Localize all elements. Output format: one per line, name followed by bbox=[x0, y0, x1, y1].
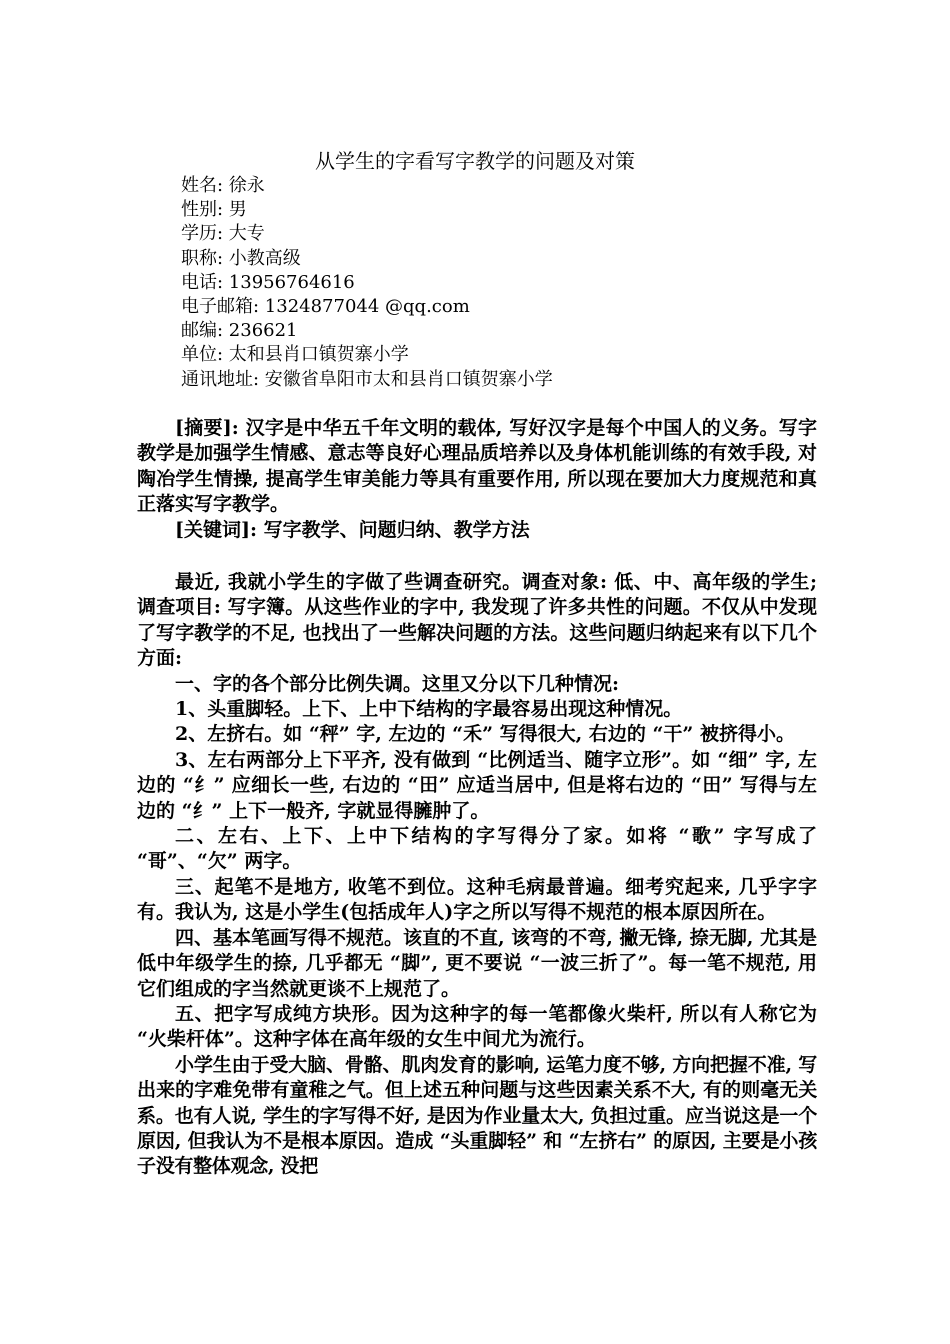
author-info-block bbox=[181, 174, 553, 392]
body-paragraph: 2、左挤右。如 “秤” 字, 左边的 “禾” 写得很大, 右边的 “干” 被挤得小。 bbox=[175, 723, 795, 746]
body-paragraph: 最近, 我就小学生的字做了些调查研究。调查对象: 低、中、高年级的学生; 调查项目: 写字簿。从这些作业的字中, 我发现了许多共性的问题。不仅从中发现了写字教学的不足, 也找出了一些解决问题的方法。这些问题归纳起来有以下几个方面: bbox=[137, 571, 817, 670]
body-paragraph: 1、头重脚轻。上下、上中下结构的字最容易出现这种情况。 bbox=[175, 698, 683, 721]
main-body bbox=[137, 570, 817, 1180]
document-title: 从学生的字看写字教学的问题及对策 bbox=[315, 149, 635, 173]
author-name: 姓名: 徐永 bbox=[181, 175, 265, 196]
author-address: 通讯地址: 安徽省阜阳市太和县肖口镇贺寨小学 bbox=[181, 368, 553, 390]
body-paragraph: 一、字的各个部分比例失调。这里又分以下几种情况: bbox=[175, 672, 620, 695]
author-email: 电子邮箱: 1324877044 @qq.com bbox=[181, 296, 470, 318]
body-paragraph: 二、左右、上下、上中下结构的字写得分了家。如将 “歌” 字写成了 “哥”、“欠” 两字。 bbox=[137, 825, 817, 873]
abstract-paragraph: [摘要]: 汉字是中华五千年文明的载体, 写好汉字是每个中国人的义务。写字教学是加强学生情感、意志等良好心理品质培养以及身体机能训练的有效手段, 对陶冶学生情操, 提高学生审美能力等具有重要作用, 所以现在要加大力度规范和真正落实写字教学。 bbox=[137, 417, 817, 516]
author-gender: 性别: 男 bbox=[181, 199, 247, 221]
author-title: 职称: 小教高级 bbox=[181, 247, 301, 269]
body-paragraph: 三、起笔不是地方, 收笔不到位。这种毛病最普遍。细考究起来, 几乎字字有。我认为, 这是小学生(包括成年人)字之所以写得不规范的根本原因所在。 bbox=[137, 875, 817, 924]
author-phone: 电话: 13956764616 bbox=[181, 271, 355, 293]
body-paragraph: 五、把字写成纯方块形。因为这种字的每一笔都像火柴杆, 所以有人称它为 “火柴杆体”。这种字体在高年级的女生中间尤为流行。 bbox=[137, 1002, 817, 1051]
body-paragraph: 小学生由于受大脑、骨骼、肌肉发育的影响, 运笔力度不够, 方向把握不准, 写出来的字难免带有童稚之气。但上述五种问题与这些因素关系不大, 有的则毫无关系。也有人说, 学生的字写得不好, 是因为作业量太大, 负担过重。应当说这是一个原因, 但我认为不是根本原因。造成 “头重脚轻” 和 “左挤右” 的原因, 主要是小孩子没有整体观念, 没把 bbox=[137, 1053, 817, 1178]
body-paragraph: 四、基本笔画写得不规范。该直的不直, 该弯的不弯, 撇无锋, 捺无脚, 尤其是低中年级学生的捺, 几乎都无 “脚”, 更不要说 “一波三折了”。每一笔不规范, 用它们组成的字当然就更谈不上规范了。 bbox=[137, 926, 817, 1000]
author-education: 学历: 大专 bbox=[181, 223, 265, 245]
author-postcode: 邮编: 236621 bbox=[181, 320, 298, 342]
abstract-section bbox=[137, 416, 817, 543]
keywords-paragraph: [关键词]: 写字教学、问题归纳、教学方法 bbox=[175, 518, 530, 541]
body-paragraph: 3、左右两部分上下平齐, 没有做到 “比例适当、随字立形”。如 “细” 字, 左边的 “纟” 应细长一些, 右边的 “田” 应适当居中, 但是将右边的 “田” 写得与左边的 “纟” 上下一般齐, 字就显得臃肿了。 bbox=[137, 748, 817, 822]
author-organization: 单位: 太和县肖口镇贺寨小学 bbox=[181, 344, 409, 366]
